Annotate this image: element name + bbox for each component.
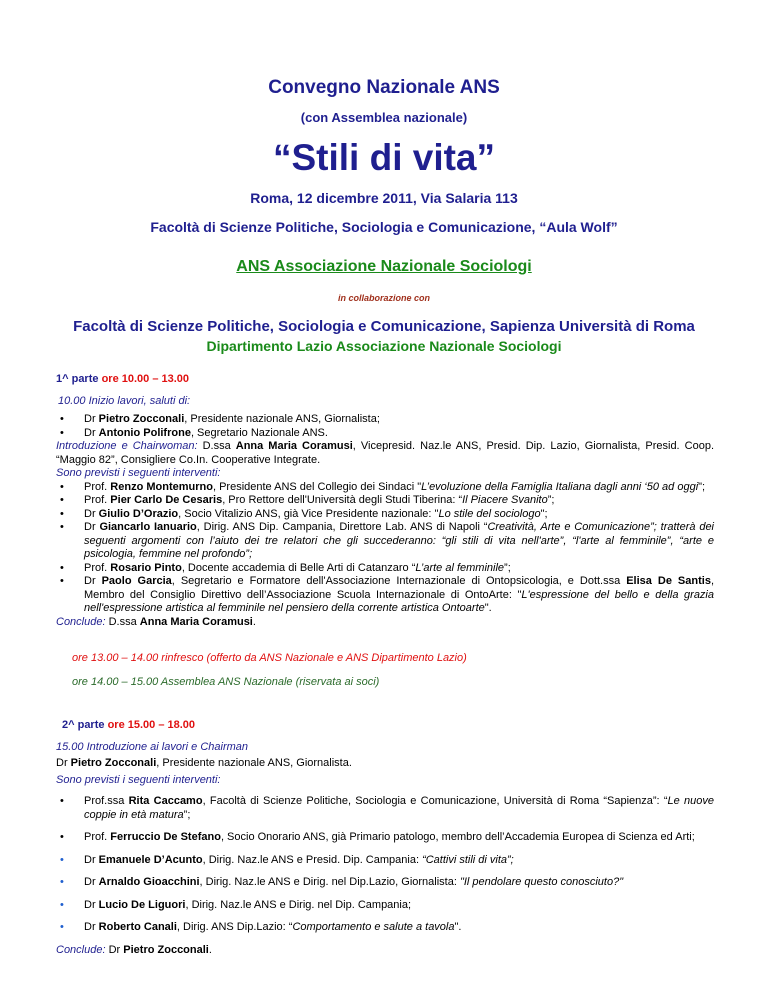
chair-line: Dr Pietro Zocconali, Presidente nazionale ANS, Giornalista. (56, 757, 352, 769)
event-title: “Stili di vita” (272, 137, 496, 178)
list-item: • Dr Emanuele D’Acunto, Dirig. Naz.le ANS e Presid. Dip. Campania: “Cattivi stili di vita”; (56, 854, 714, 868)
conclude-2: Conclude: Dr Pietro Zocconali. (56, 943, 212, 956)
assemblea-subtitle: (con Assemblea nazionale) (300, 110, 468, 125)
part1-label: 1^ parte (56, 373, 99, 385)
greetings-list (56, 413, 714, 440)
part1-heading (56, 373, 714, 387)
break-block (56, 651, 714, 689)
opening-line: 10.00 Inizio lavori, saluti di: (58, 394, 191, 407)
list-item: • Dr Giancarlo Ianuario, Dirig. ANS Dip. Campania, Direttore Lab. ANS di Napoli “Creatività, Arte e Comunicazione”; tratterà dei seguenti argomenti con l’aiuto dei tre relatori che gli succederanno: “gli stili di vita nell'arte”, “l'arte al femminile”, “arte e psicologia, femmine nel profondo”; (56, 521, 714, 562)
list-item: • Dr Lucio De Liguori, Dirig. Naz.le ANS e Dirig. nel Dip. Campania; (56, 899, 714, 913)
lunch-line: ore 13.00 – 14.00 rinfresco (offerto da ANS Nazionale e ANS Dipartimento Lazio) (72, 652, 467, 664)
list-item: • Dr Antonio Polifrone, Segretario Nazionale ANS. (56, 427, 714, 441)
assembly-line: ore 14.00 – 15.00 Assemblea ANS Nazionale (riservata ai soci) (72, 676, 380, 688)
part2-heading: 2^ parte ore 15.00 – 18.00 (62, 719, 196, 731)
list-item: • Prof.ssa Rita Caccamo, Facoltà di Scienze Politiche, Sociologia e Comunicazione, Università di Roma “Sapienza”: “Le nuove coppie in età matura”; (56, 795, 714, 822)
previsti-label: Sono previsti i seguenti interventi: (56, 467, 221, 479)
part2-intro: 15.00 Introduzione ai lavori e Chairman (56, 740, 249, 753)
list-item: • Dr Giulio D’Orazio, Socio Vitalizio ANS, già Vice Presidente nazionale: "Lo stile del sociologo"; (56, 508, 714, 522)
list-item: • Dr Paolo Garcia, Segretario e Formatore dell'Associazione Internazionale di Ontopsicologia, e Dott.ssa Elisa De Santis, Membro del Consiglio Direttivo dell’Associazione Scuola Internazionale di OntoArte: "L'espressione del bello e della grazia nell'espressione artistica al femminile nel pensiero della corrente artistica Ontoarte". (56, 575, 714, 616)
list-item: • Dr Arnaldo Gioacchini, Dirig. Naz.le ANS e Dirig. nel Dip.Lazio, Giornalista: "Il pendolare questo conosciuto?" (56, 876, 714, 890)
faculty-room: Facoltà di Scienze Politiche, Sociologia e Comunicazione, “Aula Wolf” (150, 219, 618, 235)
list-item: • Prof. Renzo Montemurno, Presidente ANS del Collegio dei Sindaci "L’evoluzione della Famiglia Italiana dagli anni ‘50 ad oggi"; (56, 481, 714, 495)
conclude-1: Conclude: D.ssa Anna Maria Coramusi. (56, 615, 256, 628)
dipartimento-heading: Dipartimento Lazio Associazione Nazionale Sociologi (206, 338, 562, 354)
talks-list-1 (56, 481, 714, 616)
program-body (56, 373, 714, 957)
list-item: • Prof. Ferruccio De Stefano, Socio Onorario ANS, già Primario patologo, membro dell’Accademia Europea di Scienza ed Arti; (56, 831, 714, 845)
list-item: • Prof. Rosario Pinto, Docente accademia di Belle Arti di Catanzaro “L’arte al femminile”; (56, 562, 714, 576)
list-item: • Prof. Pier Carlo De Cesaris, Pro Rettore dell'Università degli Studi Tiberina: “Il Piacere Svanito”; (56, 494, 714, 508)
talks-list-2 (56, 795, 714, 935)
part1-time: ore 10.00 – 13.00 (101, 373, 190, 385)
faculty-full: Facoltà di Scienze Politiche, Sociologia e Comunicazione, Sapienza Università di Roma (73, 318, 695, 335)
ans-heading: ANS Associazione Nazionale Sociologi (236, 258, 532, 275)
date-place: Roma, 12 dicembre 2011, Via Salaria 113 (250, 190, 518, 206)
convegno-title: Convegno Nazionale ANS (268, 77, 500, 98)
part2-block (56, 719, 714, 733)
list-item: • Dr Roberto Canali, Dirig. ANS Dip.Lazio: “Comportamento e salute a tavola". (56, 921, 714, 935)
intro-paragraph: Introduzione e Chairwoman: D.ssa Anna Maria Coramusi, Vicepresid. Naz.le ANS, Presid. Dip. Lazio, Giornalista, Presid. Coop. “Maggio 82”, Consigliere Co.In. Cooperative Integrate. (56, 440, 715, 466)
list-item: • Dr Pietro Zocconali, Presidente nazionale ANS, Giornalista; (56, 413, 714, 427)
previsti-label-2: Sono previsti i seguenti interventi: (56, 773, 221, 786)
collab-note: in collaborazione con (337, 293, 430, 303)
